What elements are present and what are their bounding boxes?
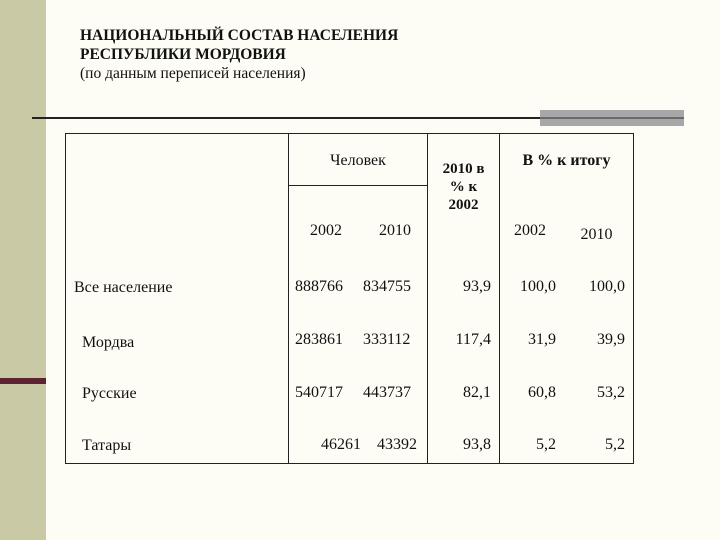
row-label: Русские [66, 358, 289, 411]
decorative-grey-bar-line [540, 117, 684, 119]
cell-people-2010: 333112 [363, 303, 428, 358]
table-row [66, 411, 634, 464]
cell-people-2010: 43392 [363, 411, 428, 464]
left-band-accent-stripe [0, 378, 46, 384]
cell-people-2010: 834755 [363, 254, 428, 303]
header-ratio-text: 2010 в % к 2002 [442, 161, 485, 213]
title-block [80, 26, 398, 83]
header-pct-2002: 2002 [514, 221, 546, 239]
cell-people-2002: 46261 [289, 411, 364, 464]
header-percent: В % к итогу [500, 134, 634, 186]
header-people: Человек [289, 134, 428, 186]
cell-share-2010: 39,9 [560, 303, 634, 358]
cell-people-2002: 888766 [295, 277, 343, 295]
cell-ratio: 82,1 [428, 358, 500, 411]
title-subtitle: (по данным переписей населения) [80, 65, 306, 82]
cell-share-2002: 31,9 [528, 330, 556, 348]
cell-share-2002: 5,2 [500, 411, 561, 464]
table-row [66, 303, 634, 358]
census-table [65, 133, 634, 464]
row-label: Все население [66, 254, 289, 303]
header-row-1 [66, 134, 634, 186]
cell-people-2002: 540717 [295, 383, 343, 401]
row-label: Мордва [66, 303, 289, 358]
cell-share-2010: 53,2 [560, 358, 634, 411]
title-line-2: РЕСПУБЛИКИ МОРДОВИЯ [80, 46, 286, 63]
header-year-2010: 2010 [363, 186, 428, 254]
title-line-1: НАЦИОНАЛЬНЫЙ СОСТАВ НАСЕЛЕНИЯ [80, 27, 399, 44]
cell-ratio: 117,4 [428, 303, 500, 358]
header-ratio [428, 134, 500, 254]
left-decorative-band [0, 0, 46, 540]
table-row [66, 358, 634, 411]
header-year-2002: 2002 [310, 221, 342, 239]
cell-people-2010: 443737 [363, 358, 428, 411]
cell-share-2010: 100,0 [560, 254, 634, 303]
table-row [66, 254, 634, 303]
cell-people-2002: 283861 [295, 330, 343, 348]
cell-share-2002: 60,8 [528, 383, 556, 401]
row-label: Татары [66, 411, 289, 464]
cell-ratio: 93,8 [428, 411, 500, 464]
cell-share-2002: 100,0 [520, 277, 556, 295]
cell-ratio: 93,9 [428, 254, 500, 303]
header-empty-cell [66, 134, 289, 254]
cell-share-2010: 5,2 [560, 411, 634, 464]
header-pct-2010: 2010 [560, 186, 634, 254]
